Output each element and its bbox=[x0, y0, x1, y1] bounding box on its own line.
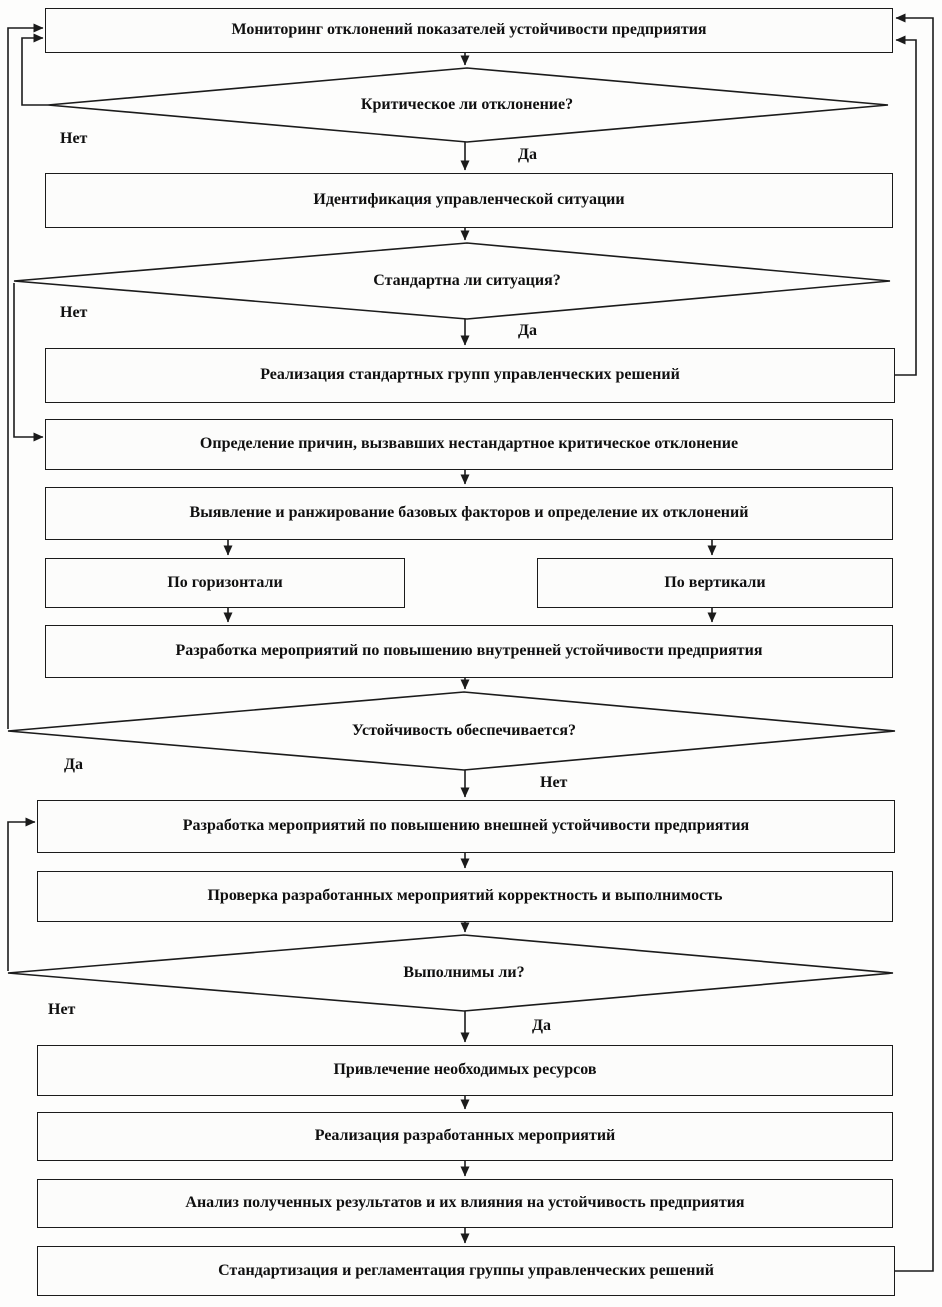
node-external-measures: Разработка мероприятий по повышению внешней устойчивости предприятия bbox=[37, 800, 895, 853]
loop-standardgroups-to-monitoring bbox=[895, 40, 916, 375]
node-horizontal: По горизонтали bbox=[45, 558, 405, 608]
node-vertical: По вертикали bbox=[537, 558, 893, 608]
decision-stability-label: Устойчивость обеспечивается? bbox=[351, 722, 577, 739]
node-standardization: Стандартизация и регламентация группы управленческих решений bbox=[37, 1246, 895, 1296]
node-monitoring: Мониторинг отклонений показателей устойчивости предприятия bbox=[45, 8, 893, 53]
node-standard-groups: Реализация стандартных групп управленческих решений bbox=[45, 348, 895, 403]
decision-critical-label: Критическое ли отклонение? bbox=[360, 96, 574, 113]
label-no-feasible: Нет bbox=[48, 1001, 76, 1018]
node-realization: Реализация разработанных мероприятий bbox=[37, 1112, 893, 1161]
node-causes: Определение причин, вызвавших нестандартное критическое отклонение bbox=[45, 419, 893, 470]
decision-feasible-label: Выполнимы ли? bbox=[403, 964, 525, 981]
loop-feasible-no-to-external bbox=[8, 822, 35, 971]
node-analysis: Анализ полученных результатов и их влияния на устойчивость предприятия bbox=[37, 1179, 893, 1228]
label-yes-critical: Да bbox=[518, 146, 538, 163]
node-resources: Привлечение необходимых ресурсов bbox=[37, 1045, 893, 1096]
label-yes-feasible: Да bbox=[532, 1017, 552, 1034]
node-internal-measures: Разработка мероприятий по повышению внутренней устойчивости предприятия bbox=[45, 625, 893, 678]
decision-standard-label: Стандартна ли ситуация? bbox=[373, 272, 561, 289]
label-no-standard: Нет bbox=[60, 304, 88, 321]
loop-standard-no-to-causes bbox=[14, 283, 43, 437]
node-check: Проверка разработанных мероприятий корректность и выполнимость bbox=[37, 871, 893, 922]
label-yes-standard: Да bbox=[518, 322, 538, 339]
loop-standardization-to-monitoring bbox=[895, 18, 933, 1271]
node-identification: Идентификация управленческой ситуации bbox=[45, 173, 893, 228]
label-no-stability: Нет bbox=[540, 774, 568, 791]
label-no-critical: Нет bbox=[60, 130, 88, 147]
label-yes-stability: Да bbox=[64, 756, 84, 773]
node-ranking: Выявление и ранжирование базовых факторов и определение их отклонений bbox=[45, 487, 893, 540]
